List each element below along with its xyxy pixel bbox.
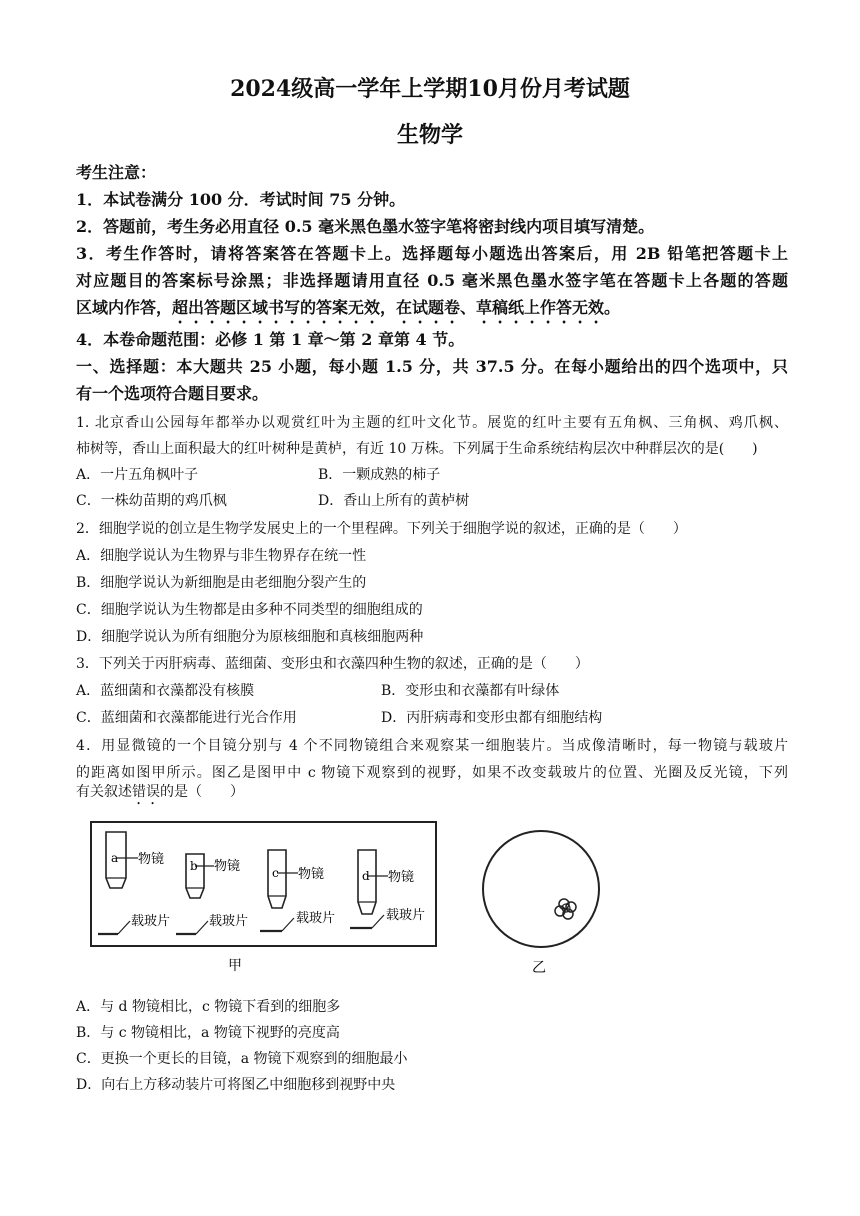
cell-cluster [555,899,576,919]
section-1-line-1: 一、选择题：本大题共 25 小题，每小题 1.5 分，共 37.5 分。在每小题给出的四个选项中，只 [76,357,788,376]
field-of-view-circle [483,831,599,947]
q4-stem-line-1: 4．用显微镜的一个目镜分别与 4 个不同物镜组合来观察某一细胞装片。当成像清晰时，每一物镜与载玻片 [76,738,788,754]
notice-item-3-emphasis: 超出答题区域书写的答案无效，在试题卷、草稿纸上作答无效 [172,298,605,317]
q4-stem-line-3 [76,781,788,808]
q1-stem-line-2: 柿树等，香山上面积最大的红叶树种是黄栌，有近 10 万株。下列属于生命系统结构层次中种群层次的是( ) [76,441,758,457]
q4-stem-pre: 有关叙述 [76,784,132,800]
exam-title: 2024级高一学年上学期10月份月考试题 [230,76,630,102]
objective-d [350,850,425,928]
notice-item-3-line-3 [76,295,788,327]
q1-option-c: C．一株幼苗期的鸡爪枫 [76,493,227,509]
q1-option-b: B．一颗成熟的柿子 [318,467,441,483]
q3-stem: 3．下列关于丙肝病毒、蓝细菌、变形虫和衣藻四种生物的叙述，正确的是（ ） [76,656,589,672]
subject-title: 生物学 [396,122,463,148]
q3-option-b: B．变形虫和衣藻都有叶绿体 [381,683,560,699]
objective-c-label: 物镜 [298,867,325,882]
objective-a-label: 物镜 [138,852,165,867]
slide-label-d: 载玻片 [386,908,426,923]
q2-option-a: A．细胞学说认为生物界与非生物界存在统一性 [76,548,367,564]
q4-stem-emphasis: 错误 [132,784,160,800]
notice-item-2: 2．答题前，考生务必用直径 0.5 毫米黑色墨水签字笔将密封线内项目填写清楚。 [76,217,655,236]
q2-stem: 2．细胞学说的创立是生物学发展史上的一个里程碑。下列关于细胞学说的叙述，正确的是（ ） [76,521,687,537]
objective-a [98,832,170,934]
q4-stem-line-2: 的距离如图甲所示。图乙是图甲中 c 物镜下观察到的视野，如果不改变载玻片的位置、光圈及反光镜，下列 [76,765,788,781]
objective-b [176,854,248,934]
figure-yi-caption: 乙 [532,960,546,976]
q4-option-a: A．与 d 物镜相比，c 物镜下看到的细胞多 [76,999,341,1015]
q1-option-d: D．香山上所有的黄栌树 [318,493,470,509]
notice-heading: 考生注意： [76,163,157,182]
q2-option-b: B．细胞学说认为新细胞是由老细胞分裂产生的 [76,575,367,591]
objective-c [260,850,335,931]
slide-label-a: 载玻片 [131,914,171,929]
objective-d-label: 物镜 [388,870,415,885]
q2-option-c: C．细胞学说认为生物都是由多种不同类型的细胞组成的 [76,602,423,618]
slide-label-b: 载玻片 [209,914,249,929]
q4-option-d: D．向右上方移动装片可将图乙中细胞移到视野中央 [76,1077,396,1093]
q4-option-b: B．与 c 物镜相比，a 物镜下视野的亮度高 [76,1025,340,1041]
q3-option-a: A．蓝细菌和衣藻都没有核膜 [76,683,255,699]
q1-option-a: A．一片五角枫叶子 [76,467,199,483]
notice-item-4: 4．本卷命题范围：必修 1 第 1 章～第 2 章第 4 节。 [76,330,465,349]
section-1-line-2: 有一个选项符合题目要求。 [76,384,269,403]
objective-c-letter: c [272,866,279,880]
q1-stem-line-1: 1. 北京香山公园每年都举办以观赏红叶为主题的红叶文化节。展览的红叶主要有五角枫、三角枫、鸡爪枫、 [76,415,788,431]
objective-b-letter: b [190,859,198,873]
objective-d-letter: d [362,869,370,883]
figure-jia-caption: 甲 [228,958,242,974]
notice-item-3-line-2: 对应题目的答案标号涂黑；非选择题请用直径 0.5 毫米黑色墨水签字笔在答题卡上各题的答题 [76,271,788,290]
q2-option-d: D．细胞学说认为所有细胞分为原核细胞和真核细胞两种 [76,629,424,645]
q4-stem-post: 的是（ ） [160,784,244,800]
notice-item-3-end: 。 [604,298,621,317]
notice-item-3-line-1: 3．考生作答时，请将答案答在答题卡上。选择题每小题选出答案后，用 2B 铅笔把答题卡上 [76,244,788,263]
objective-a-letter: a [111,851,119,865]
notice-item-3-plain: 区域内作答， [76,298,173,317]
q3-option-c: C．蓝细菌和衣藻都能进行光合作用 [76,710,297,726]
slide-label-c: 载玻片 [296,911,336,926]
notice-item-1: 1．本试卷满分 100 分．考试时间 75 分钟。 [76,190,406,209]
figure-jia [88,818,440,978]
q4-option-c: C．更换一个更长的目镜，a 物镜下观察到的细胞最小 [76,1051,408,1067]
objective-b-label: 物镜 [214,859,241,874]
figure-yi [478,826,608,978]
q3-option-d: D．丙肝病毒和变形虫都有细胞结构 [381,710,603,726]
